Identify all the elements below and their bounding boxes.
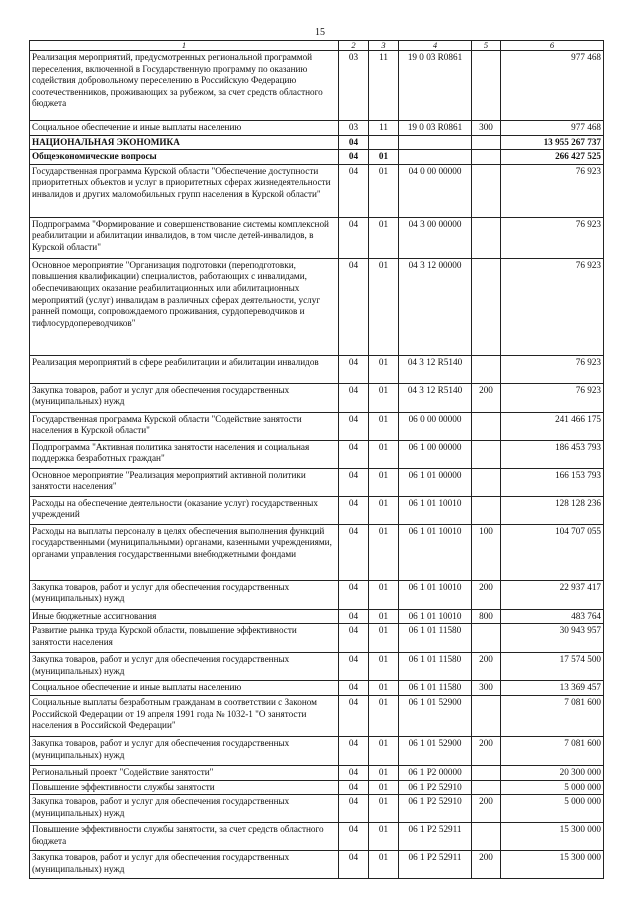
cell-rz: 04 bbox=[339, 765, 369, 780]
cell-sum: 76 923 bbox=[501, 217, 604, 258]
cell-csr: 06 1 01 10010 bbox=[399, 496, 472, 524]
table-row bbox=[30, 653, 604, 681]
table-row bbox=[30, 164, 604, 217]
cell-sum: 76 923 bbox=[501, 383, 604, 412]
cell-csr: 06 1 01 00000 bbox=[399, 468, 472, 496]
cell-sum: 186 453 793 bbox=[501, 440, 604, 468]
cell-name: Подпрограмма "Формирование и совершенствование системы комплексной реабилитации и абилитации инвалидов, в том числе детей-инвалидов, в Курской области" bbox=[30, 217, 339, 258]
table-row bbox=[30, 258, 604, 355]
cell-rz: 04 bbox=[339, 258, 369, 355]
table-row bbox=[30, 780, 604, 795]
cell-sum: 166 153 793 bbox=[501, 468, 604, 496]
cell-sum: 30 943 957 bbox=[501, 624, 604, 653]
cell-pr: 01 bbox=[369, 653, 399, 681]
cell-pr: 11 bbox=[369, 51, 399, 121]
table-row bbox=[30, 355, 604, 383]
table-row bbox=[30, 736, 604, 765]
cell-sum: 7 081 600 bbox=[501, 736, 604, 765]
cell-name: Региональный проект "Содействие занятости" bbox=[30, 765, 339, 780]
cell-csr: 04 3 12 00000 bbox=[399, 258, 472, 355]
cell-pr: 01 bbox=[369, 164, 399, 217]
cell-name: Реализация мероприятий, предусмотренных региональной программой переселения, включенной в Государственную программу по оказанию содействия добровольному переселению в Российскую Федерацию соотечественников, проживающих за рубежом, за счет средств областного бюджета bbox=[30, 51, 339, 121]
cell-rz: 04 bbox=[339, 440, 369, 468]
table-row bbox=[30, 121, 604, 136]
cell-vr bbox=[472, 150, 501, 165]
cell-csr: 06 1 P2 00000 bbox=[399, 765, 472, 780]
cell-csr: 06 1 P2 52910 bbox=[399, 780, 472, 795]
cell-name: НАЦИОНАЛЬНАЯ ЭКОНОМИКА bbox=[30, 135, 339, 150]
cell-csr: 06 0 00 00000 bbox=[399, 412, 472, 440]
cell-vr bbox=[472, 624, 501, 653]
cell-pr: 01 bbox=[369, 624, 399, 653]
cell-sum: 76 923 bbox=[501, 258, 604, 355]
page-number: 15 bbox=[315, 27, 325, 38]
cell-rz: 04 bbox=[339, 524, 369, 580]
cell-pr: 11 bbox=[369, 121, 399, 136]
cell-name: Государственная программа Курской области "Содействие занятости населения в Курской области" bbox=[30, 412, 339, 440]
cell-vr bbox=[472, 695, 501, 736]
cell-pr: 01 bbox=[369, 795, 399, 823]
cell-csr: 06 1 P2 52911 bbox=[399, 851, 472, 879]
cell-name: Реализация мероприятий в сфере реабилитации и абилитации инвалидов bbox=[30, 355, 339, 383]
cell-csr: 06 1 P2 52911 bbox=[399, 823, 472, 851]
cell-pr: 01 bbox=[369, 736, 399, 765]
cell-sum: 104 707 055 bbox=[501, 524, 604, 580]
cell-csr: 06 1 01 11580 bbox=[399, 624, 472, 653]
cell-rz: 04 bbox=[339, 412, 369, 440]
table-row bbox=[30, 681, 604, 696]
table-row bbox=[30, 695, 604, 736]
cell-rz: 04 bbox=[339, 217, 369, 258]
cell-rz: 04 bbox=[339, 150, 369, 165]
cell-pr: 01 bbox=[369, 150, 399, 165]
cell-vr bbox=[472, 823, 501, 851]
cell-pr: 01 bbox=[369, 440, 399, 468]
cell-rz: 04 bbox=[339, 580, 369, 609]
cell-name: Развитие рынка труда Курской области, повышение эффективности занятости населения bbox=[30, 624, 339, 653]
table-row bbox=[30, 765, 604, 780]
cell-rz: 04 bbox=[339, 468, 369, 496]
cell-csr: 04 3 12 R5140 bbox=[399, 355, 472, 383]
cell-name: Государственная программа Курской области "Обеспечение доступности приоритетных объектов и услуг в приоритетных сферах жизнедеятельности инвалидов и других маломобильных групп населения в Курской области" bbox=[30, 164, 339, 217]
cell-pr: 01 bbox=[369, 609, 399, 624]
cell-sum: 22 937 417 bbox=[501, 580, 604, 609]
cell-name: Расходы на обеспечение деятельности (оказание услуг) государственных учреждений bbox=[30, 496, 339, 524]
cell-vr: 200 bbox=[472, 736, 501, 765]
header-cell: 2 bbox=[339, 41, 369, 51]
cell-rz: 04 bbox=[339, 355, 369, 383]
cell-csr: 19 0 03 R0861 bbox=[399, 51, 472, 121]
cell-pr: 01 bbox=[369, 383, 399, 412]
cell-name: Социальные выплаты безработным гражданам в соответствии с Законом Российской Федерации от 19 апреля 1991 года № 1032-1 "О занятости населения в Российской Федерации" bbox=[30, 695, 339, 736]
cell-csr: 04 3 00 00000 bbox=[399, 217, 472, 258]
table-row bbox=[30, 795, 604, 823]
cell-pr: 01 bbox=[369, 258, 399, 355]
table-row bbox=[30, 51, 604, 121]
cell-vr bbox=[472, 164, 501, 217]
cell-rz: 04 bbox=[339, 624, 369, 653]
cell-name: Расходы на выплаты персоналу в целях обеспечения выполнения функций государственными (муниципальными) органами, казенными учреждениями, органами управления государственными внебюджетными фондами bbox=[30, 524, 339, 580]
cell-name: Социальное обеспечение и иные выплаты населению bbox=[30, 121, 339, 136]
cell-name: Закупка товаров, работ и услуг для обеспечения государственных (муниципальных) нужд bbox=[30, 653, 339, 681]
cell-rz: 03 bbox=[339, 121, 369, 136]
cell-name: Иные бюджетные ассигнования bbox=[30, 609, 339, 624]
table-row bbox=[30, 468, 604, 496]
cell-csr: 06 1 01 52900 bbox=[399, 695, 472, 736]
table-row bbox=[30, 609, 604, 624]
cell-name: Закупка товаров, работ и услуг для обеспечения государственных (муниципальных) нужд bbox=[30, 736, 339, 765]
cell-rz: 04 bbox=[339, 780, 369, 795]
cell-sum: 977 468 bbox=[501, 51, 604, 121]
cell-name: Подпрограмма "Активная политика занятости населения и социальная поддержка безработных граждан" bbox=[30, 440, 339, 468]
table-row bbox=[30, 624, 604, 653]
cell-rz: 03 bbox=[339, 51, 369, 121]
header-cell: 1 bbox=[30, 41, 339, 51]
cell-name: Закупка товаров, работ и услуг для обеспечения государственных (муниципальных) нужд bbox=[30, 795, 339, 823]
table-row bbox=[30, 440, 604, 468]
table-row bbox=[30, 383, 604, 412]
cell-sum: 128 128 236 bbox=[501, 496, 604, 524]
cell-sum: 266 427 525 bbox=[501, 150, 604, 165]
table-row bbox=[30, 412, 604, 440]
cell-pr: 01 bbox=[369, 780, 399, 795]
header-row bbox=[30, 41, 604, 51]
cell-sum: 76 923 bbox=[501, 355, 604, 383]
cell-sum: 13 955 267 737 bbox=[501, 135, 604, 150]
cell-vr bbox=[472, 355, 501, 383]
cell-rz: 04 bbox=[339, 736, 369, 765]
header-cell: 5 bbox=[472, 41, 501, 51]
cell-name: Социальное обеспечение и иные выплаты населению bbox=[30, 681, 339, 696]
cell-sum: 15 300 000 bbox=[501, 823, 604, 851]
cell-rz: 04 bbox=[339, 695, 369, 736]
cell-vr bbox=[472, 135, 501, 150]
cell-rz: 04 bbox=[339, 795, 369, 823]
cell-sum: 5 000 000 bbox=[501, 780, 604, 795]
cell-csr bbox=[399, 135, 472, 150]
cell-vr bbox=[472, 468, 501, 496]
table-row bbox=[30, 496, 604, 524]
cell-csr: 06 1 01 52900 bbox=[399, 736, 472, 765]
cell-vr: 200 bbox=[472, 653, 501, 681]
table-row bbox=[30, 217, 604, 258]
cell-pr: 01 bbox=[369, 468, 399, 496]
cell-vr: 300 bbox=[472, 681, 501, 696]
cell-sum: 5 000 000 bbox=[501, 795, 604, 823]
cell-vr: 100 bbox=[472, 524, 501, 580]
cell-sum: 7 081 600 bbox=[501, 695, 604, 736]
cell-vr: 200 bbox=[472, 580, 501, 609]
cell-pr: 01 bbox=[369, 851, 399, 879]
cell-pr: 01 bbox=[369, 580, 399, 609]
cell-pr: 01 bbox=[369, 765, 399, 780]
cell-vr bbox=[472, 258, 501, 355]
table-row bbox=[30, 580, 604, 609]
cell-name: Закупка товаров, работ и услуг для обеспечения государственных (муниципальных) нужд bbox=[30, 851, 339, 879]
cell-vr: 200 bbox=[472, 851, 501, 879]
cell-pr bbox=[369, 135, 399, 150]
table-row bbox=[30, 851, 604, 879]
cell-csr: 04 3 12 R5140 bbox=[399, 383, 472, 412]
header-cell: 4 bbox=[399, 41, 472, 51]
cell-vr bbox=[472, 412, 501, 440]
cell-csr: 04 0 00 00000 bbox=[399, 164, 472, 217]
cell-name: Повышение эффективности службы занятости bbox=[30, 780, 339, 795]
cell-csr: 06 1 01 10010 bbox=[399, 580, 472, 609]
table-row bbox=[30, 135, 604, 150]
cell-csr bbox=[399, 150, 472, 165]
cell-name: Закупка товаров, работ и услуг для обеспечения государственных (муниципальных) нужд bbox=[30, 383, 339, 412]
cell-rz: 04 bbox=[339, 851, 369, 879]
cell-vr bbox=[472, 780, 501, 795]
cell-vr bbox=[472, 765, 501, 780]
cell-vr: 200 bbox=[472, 383, 501, 412]
cell-name: Общеэкономические вопросы bbox=[30, 150, 339, 165]
cell-vr bbox=[472, 496, 501, 524]
cell-vr: 200 bbox=[472, 795, 501, 823]
table-row bbox=[30, 150, 604, 165]
cell-sum: 241 466 175 bbox=[501, 412, 604, 440]
cell-name: Повышение эффективности службы занятости, за счет средств областного бюджета bbox=[30, 823, 339, 851]
cell-rz: 04 bbox=[339, 609, 369, 624]
cell-sum: 483 764 bbox=[501, 609, 604, 624]
cell-vr bbox=[472, 217, 501, 258]
cell-sum: 977 468 bbox=[501, 121, 604, 136]
cell-sum: 76 923 bbox=[501, 164, 604, 217]
table-row bbox=[30, 524, 604, 580]
cell-pr: 01 bbox=[369, 355, 399, 383]
cell-pr: 01 bbox=[369, 217, 399, 258]
cell-vr: 300 bbox=[472, 121, 501, 136]
cell-sum: 17 574 500 bbox=[501, 653, 604, 681]
cell-vr bbox=[472, 440, 501, 468]
cell-rz: 04 bbox=[339, 164, 369, 217]
cell-csr: 06 1 P2 52910 bbox=[399, 795, 472, 823]
cell-csr: 06 1 00 00000 bbox=[399, 440, 472, 468]
cell-name: Основное мероприятие "Организация подготовки (переподготовки, повышения квалификации) специалистов, работающих с инвалидами, обеспечивающих оказание реабилитационных или абилитационных мероприятий (услуг) инвалидам в различных сферах деятельности, услуг ранней помощи, сопровождаемого проживания, сурдопереводчиков и тифлосурдопереводчиков" bbox=[30, 258, 339, 355]
cell-pr: 01 bbox=[369, 412, 399, 440]
cell-vr: 800 bbox=[472, 609, 501, 624]
cell-rz: 04 bbox=[339, 383, 369, 412]
cell-rz: 04 bbox=[339, 653, 369, 681]
cell-pr: 01 bbox=[369, 681, 399, 696]
cell-pr: 01 bbox=[369, 524, 399, 580]
cell-pr: 01 bbox=[369, 496, 399, 524]
header-cell: 6 bbox=[501, 41, 604, 51]
cell-sum: 20 300 000 bbox=[501, 765, 604, 780]
cell-pr: 01 bbox=[369, 823, 399, 851]
header-cell: 3 bbox=[369, 41, 399, 51]
table-row bbox=[30, 823, 604, 851]
cell-csr: 19 0 03 R0861 bbox=[399, 121, 472, 136]
cell-csr: 06 1 01 11580 bbox=[399, 681, 472, 696]
cell-sum: 13 369 457 bbox=[501, 681, 604, 696]
cell-name: Закупка товаров, работ и услуг для обеспечения государственных (муниципальных) нужд bbox=[30, 580, 339, 609]
cell-name: Основное мероприятие "Реализация мероприятий активной политики занятости населения" bbox=[30, 468, 339, 496]
cell-sum: 15 300 000 bbox=[501, 851, 604, 879]
cell-rz: 04 bbox=[339, 681, 369, 696]
cell-rz: 04 bbox=[339, 496, 369, 524]
cell-csr: 06 1 01 10010 bbox=[399, 524, 472, 580]
cell-csr: 06 1 01 11580 bbox=[399, 653, 472, 681]
cell-rz: 04 bbox=[339, 135, 369, 150]
cell-pr: 01 bbox=[369, 695, 399, 736]
cell-rz: 04 bbox=[339, 823, 369, 851]
cell-vr bbox=[472, 51, 501, 121]
budget-table bbox=[29, 40, 604, 879]
cell-csr: 06 1 01 10010 bbox=[399, 609, 472, 624]
